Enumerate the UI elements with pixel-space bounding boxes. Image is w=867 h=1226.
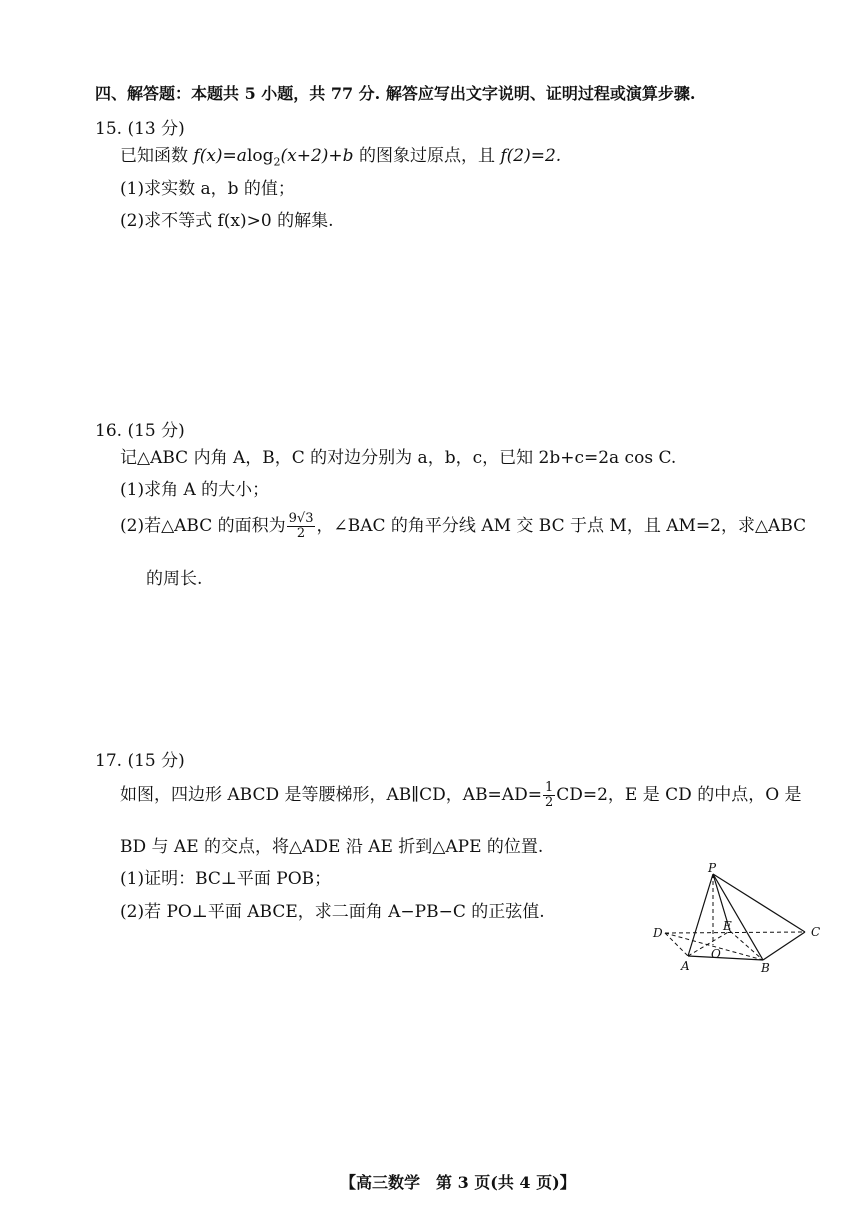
p15-condition: f(2)=2. — [500, 146, 562, 166]
p17-line1-post: CD=2，E 是 CD 的中点，O 是 — [556, 785, 802, 805]
problem-15-heading: 15. (13 分) — [95, 119, 185, 139]
problem-17-q1: (1)证明：BC⊥平面 POB； — [120, 869, 332, 889]
problem-17-statement-line2: BD 与 AE 的交点，将△ADE 沿 AE 折到△APE 的位置. — [120, 837, 544, 857]
p15-text-a: 已知函数 — [120, 146, 194, 166]
label-B: B — [761, 961, 770, 975]
half-numerator: 1 — [544, 780, 554, 795]
edge-DC — [665, 932, 805, 933]
p15-text-c: 的图象过原点，且 — [353, 146, 501, 166]
edge-BC — [763, 932, 805, 960]
half-denominator: 2 — [544, 795, 554, 810]
p16-q2-post: ，∠BAC 的角平分线 AM 交 BC 于点 M，且 AM=2，求△ABC — [316, 516, 807, 536]
half-fraction — [543, 781, 555, 810]
p15-log: log — [246, 146, 274, 166]
label-C: C — [811, 925, 821, 939]
problem-15-statement — [120, 141, 561, 168]
label-A: A — [681, 959, 690, 973]
problem-15-q2: (2)求不等式 f(x)>0 的解集. — [120, 211, 334, 231]
problem-17-statement — [120, 780, 802, 810]
label-E: E — [723, 919, 732, 933]
p15-log-base: 2 — [273, 155, 281, 169]
p17-line1-pre: 如图，四边形 ABCD 是等腰梯形，AB∥CD，AB=AD= — [120, 785, 542, 805]
area-fraction — [287, 512, 316, 541]
problem-17-q2: (2)若 PO⊥平面 ABCE，求二面角 A−PB−C 的正弦值. — [120, 902, 545, 922]
label-D: D — [653, 926, 663, 940]
pyramid-figure — [645, 862, 830, 977]
label-O: O — [711, 947, 721, 961]
p16-q2-pre: (2)若△ABC 的面积为 — [120, 516, 286, 536]
problem-16-q2 — [120, 511, 806, 541]
section-header: 四、解答题：本题共 5 小题，共 77 分. 解答应写出文字说明、证明过程或演算步骤. — [95, 84, 696, 103]
problem-16-statement: 记△ABC 内角 A，B，C 的对边分别为 a，b，c，已知 2b+c=2a cos C. — [120, 448, 677, 468]
p15-func: f(x)=a — [193, 146, 247, 166]
label-P: P — [708, 862, 717, 875]
area-denominator: 2 — [296, 526, 306, 541]
problem-16-q2-continuation: 的周长. — [146, 569, 203, 589]
page-footer: 【高三数学 第 3 页(共 4 页)】 — [340, 1173, 576, 1192]
area-numerator: 9√3 — [288, 511, 314, 526]
problem-16-heading: 16. (15 分) — [95, 421, 185, 441]
problem-15-q1: (1)求实数 a，b 的值； — [120, 179, 295, 199]
edge-DA — [665, 933, 688, 956]
problem-17-heading: 17. (15 分) — [95, 751, 185, 771]
p15-arg: (x+2)+b — [280, 146, 354, 166]
problem-16-q1: (1)求角 A 的大小； — [120, 480, 270, 500]
edge-AB — [688, 956, 763, 960]
